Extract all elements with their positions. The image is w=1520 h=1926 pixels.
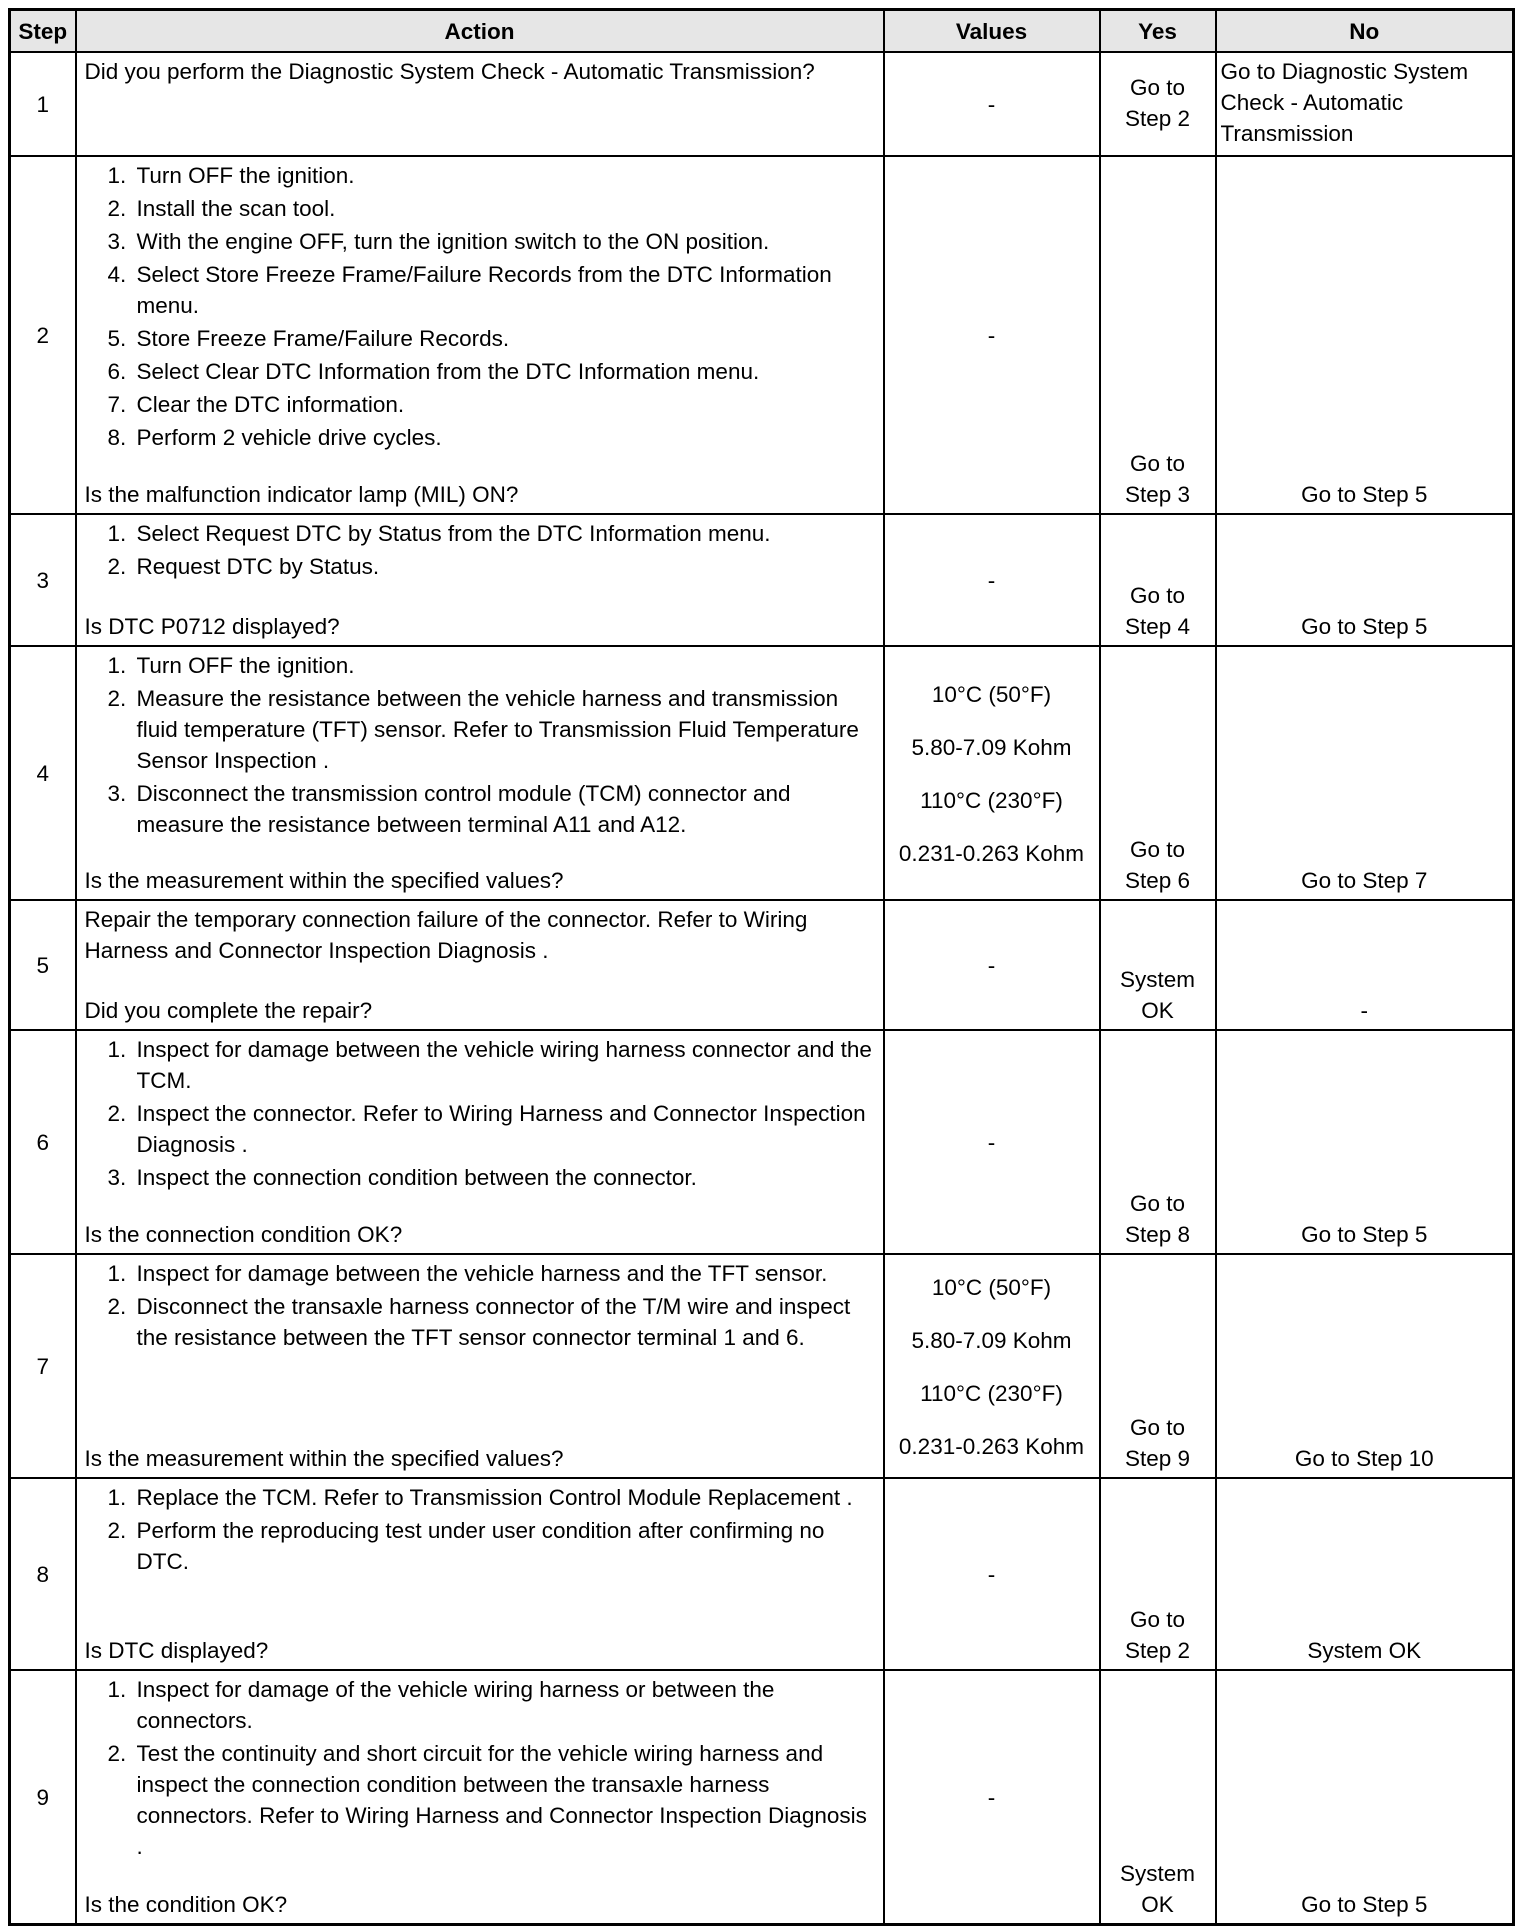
action-question: Did you complete the repair? — [84, 998, 373, 1023]
table-row — [10, 52, 1514, 156]
value-item: 10°C (50°F) — [931, 1275, 1052, 1300]
value-item: 0.231-0.263 Kohm — [898, 1434, 1085, 1459]
action-content — [85, 650, 877, 896]
value-item: - — [987, 1784, 996, 1810]
action-list-item: 4. Select Store Freeze Frame/Failure Records from the DTC Information menu. — [133, 259, 877, 321]
values-cell — [884, 514, 1100, 646]
no-cell: Go to Step 5 — [1216, 1670, 1514, 1925]
action-list — [85, 1258, 877, 1355]
table-row — [10, 514, 1514, 646]
table-row — [10, 156, 1514, 514]
value-item: - — [987, 91, 996, 117]
step-number: 1 — [10, 52, 76, 156]
value-item: 5.80-7.09 Kohm — [911, 1328, 1072, 1353]
action-list-item: 2. Perform the reproducing test under user condition after confirming no DTC. — [133, 1515, 877, 1577]
values-list — [889, 950, 1095, 981]
no-cell: System OK — [1216, 1478, 1514, 1670]
action-list-item: 6. Select Clear DTC Information from the DTC Information menu. — [133, 356, 877, 387]
action-list — [85, 650, 877, 842]
action-content — [85, 1674, 877, 1920]
action-text: Repair the temporary connection failure of the connector. Refer to Wiring Harness and Connector Inspection Diagnosis . — [84, 907, 808, 963]
action-list — [85, 160, 877, 455]
action-list-item: 2. Inspect the connector. Refer to Wiring Harness and Connector Inspection Diagnosis . — [133, 1098, 877, 1160]
table-header-row — [10, 10, 1514, 53]
yes-cell: Go to Step 6 — [1100, 646, 1216, 900]
action-cell — [76, 1670, 884, 1925]
yes-cell: Go to Step 8 — [1100, 1030, 1216, 1254]
action-list-item: 8. Perform 2 vehicle drive cycles. — [133, 422, 877, 453]
header-step: Step — [10, 10, 76, 53]
table-row — [10, 1030, 1514, 1254]
values-cell — [884, 1254, 1100, 1478]
table-body — [10, 52, 1514, 1925]
values-list — [889, 320, 1095, 351]
action-list-item: 3. Disconnect the transmission control module (TCM) connector and measure the resistance between terminal A11 and A12. — [133, 778, 877, 840]
action-cell — [76, 156, 884, 514]
value-item: - — [987, 1561, 996, 1587]
action-list-item: 2. Request DTC by Status. — [133, 551, 877, 582]
no-cell: Go to Step 5 — [1216, 514, 1514, 646]
value-item: 110°C (230°F) — [920, 1381, 1063, 1406]
diagnostic-table — [8, 8, 1515, 1926]
value-item: 10°C (50°F) — [931, 682, 1052, 707]
action-list-item: 2. Test the continuity and short circuit for the vehicle wiring harness and inspect the connection condition between the transaxle harness connectors. Refer to Wiring Harness and Connector Inspection Diagnosis . — [133, 1738, 877, 1862]
step-number: 7 — [10, 1254, 76, 1478]
action-list-item: 5. Store Freeze Frame/Failure Records. — [133, 323, 877, 354]
value-item: 0.231-0.263 Kohm — [898, 841, 1085, 866]
yes-cell: Go to Step 4 — [1100, 514, 1216, 646]
no-cell: Go to Step 5 — [1216, 1030, 1514, 1254]
action-question: Is DTC P0712 displayed? — [84, 614, 340, 639]
value-item: - — [987, 952, 996, 978]
values-list — [889, 1559, 1095, 1590]
no-cell: - — [1216, 900, 1514, 1030]
action-list-item: 7. Clear the DTC information. — [133, 389, 877, 420]
yes-cell: Go to Step 2 — [1100, 52, 1216, 156]
action-list-item: 2. Disconnect the transaxle harness connector of the T/M wire and inspect the resistance between the TFT sensor connector terminal 1 and 6. — [133, 1291, 877, 1353]
step-number: 5 — [10, 900, 76, 1030]
step-number: 2 — [10, 156, 76, 514]
action-question: Is the malfunction indicator lamp (MIL) ON? — [84, 482, 519, 507]
step-number: 8 — [10, 1478, 76, 1670]
action-list-item: 1. Turn OFF the ignition. — [133, 650, 877, 681]
yes-cell: System OK — [1100, 1670, 1216, 1925]
action-cell — [76, 646, 884, 900]
action-cell — [76, 1478, 884, 1670]
action-list-item: 1. Inspect for damage between the vehicle harness and the TFT sensor. — [133, 1258, 877, 1289]
step-number: 6 — [10, 1030, 76, 1254]
table-row — [10, 646, 1514, 900]
no-cell: Go to Step 10 — [1216, 1254, 1514, 1478]
header-action: Action — [76, 10, 884, 53]
yes-cell: System OK — [1100, 900, 1216, 1030]
values-list — [889, 1782, 1095, 1813]
yes-cell: Go to Step 9 — [1100, 1254, 1216, 1478]
value-item: - — [987, 567, 996, 593]
action-content — [85, 518, 877, 642]
action-list-item: 3. Inspect the connection condition between the connector. — [133, 1162, 877, 1193]
action-list-item: 2. Install the scan tool. — [133, 193, 877, 224]
value-item: 110°C (230°F) — [920, 788, 1063, 813]
action-question: Is the condition OK? — [84, 1892, 288, 1917]
yes-cell: Go to Step 3 — [1100, 156, 1216, 514]
action-cell — [76, 1030, 884, 1254]
no-cell: Go to Step 5 — [1216, 156, 1514, 514]
values-cell — [884, 52, 1100, 156]
table-row — [10, 1670, 1514, 1925]
action-list — [85, 518, 877, 584]
values-list — [889, 679, 1095, 869]
action-content — [85, 1034, 877, 1250]
value-item: - — [987, 1129, 996, 1155]
action-list-item: 1. Turn OFF the ignition. — [133, 160, 877, 191]
action-list-item: 1. Inspect for damage between the vehicle wiring harness connector and the TCM. — [133, 1034, 877, 1096]
action-cell — [76, 1254, 884, 1478]
values-cell — [884, 1030, 1100, 1254]
action-list-item: 2. Measure the resistance between the vehicle harness and transmission fluid temperature (TFT) sensor. Refer to Transmission Fluid Temperature Sensor Inspection . — [133, 683, 877, 776]
values-cell — [884, 156, 1100, 514]
action-content — [85, 1258, 877, 1474]
action-list-item: 3. With the engine OFF, turn the ignition switch to the ON position. — [133, 226, 877, 257]
header-no: No — [1216, 10, 1514, 53]
action-list — [85, 1034, 877, 1195]
action-list-item: 1. Replace the TCM. Refer to Transmission Control Module Replacement . — [133, 1482, 877, 1513]
action-content — [85, 160, 877, 510]
values-cell — [884, 1670, 1100, 1925]
no-cell: Go to Diagnostic System Check - Automatic Transmission — [1216, 52, 1514, 156]
value-item: - — [987, 322, 996, 348]
values-list — [889, 89, 1095, 120]
action-text: Did you perform the Diagnostic System Check - Automatic Transmission? — [84, 59, 815, 84]
values-list — [889, 1127, 1095, 1158]
table-row — [10, 1254, 1514, 1478]
action-cell — [76, 900, 884, 1030]
values-cell — [884, 1478, 1100, 1670]
action-question: Is the connection condition OK? — [84, 1222, 403, 1247]
step-number: 4 — [10, 646, 76, 900]
step-number: 3 — [10, 514, 76, 646]
values-cell — [884, 900, 1100, 1030]
header-yes: Yes — [1100, 10, 1216, 53]
diagnostic-table-sheet — [8, 8, 1512, 1926]
action-content — [85, 56, 877, 152]
action-content — [85, 904, 877, 1026]
table-row — [10, 900, 1514, 1030]
action-cell — [76, 514, 884, 646]
values-list — [889, 565, 1095, 596]
action-content — [85, 1482, 877, 1666]
action-list — [85, 1674, 877, 1864]
action-list-item: 1. Inspect for damage of the vehicle wiring harness or between the connectors. — [133, 1674, 877, 1736]
action-list — [85, 1482, 877, 1579]
action-question: Is the measurement within the specified values? — [84, 1446, 564, 1471]
table-row — [10, 1478, 1514, 1670]
action-question: Is DTC displayed? — [84, 1638, 269, 1663]
values-list — [889, 1272, 1095, 1462]
values-cell — [884, 646, 1100, 900]
action-question: Is the measurement within the specified values? — [84, 868, 564, 893]
step-number: 9 — [10, 1670, 76, 1925]
action-list-item: 1. Select Request DTC by Status from the DTC Information menu. — [133, 518, 877, 549]
action-cell — [76, 52, 884, 156]
no-cell: Go to Step 7 — [1216, 646, 1514, 900]
yes-cell: Go to Step 2 — [1100, 1478, 1216, 1670]
header-values: Values — [884, 10, 1100, 53]
value-item: 5.80-7.09 Kohm — [911, 735, 1072, 760]
